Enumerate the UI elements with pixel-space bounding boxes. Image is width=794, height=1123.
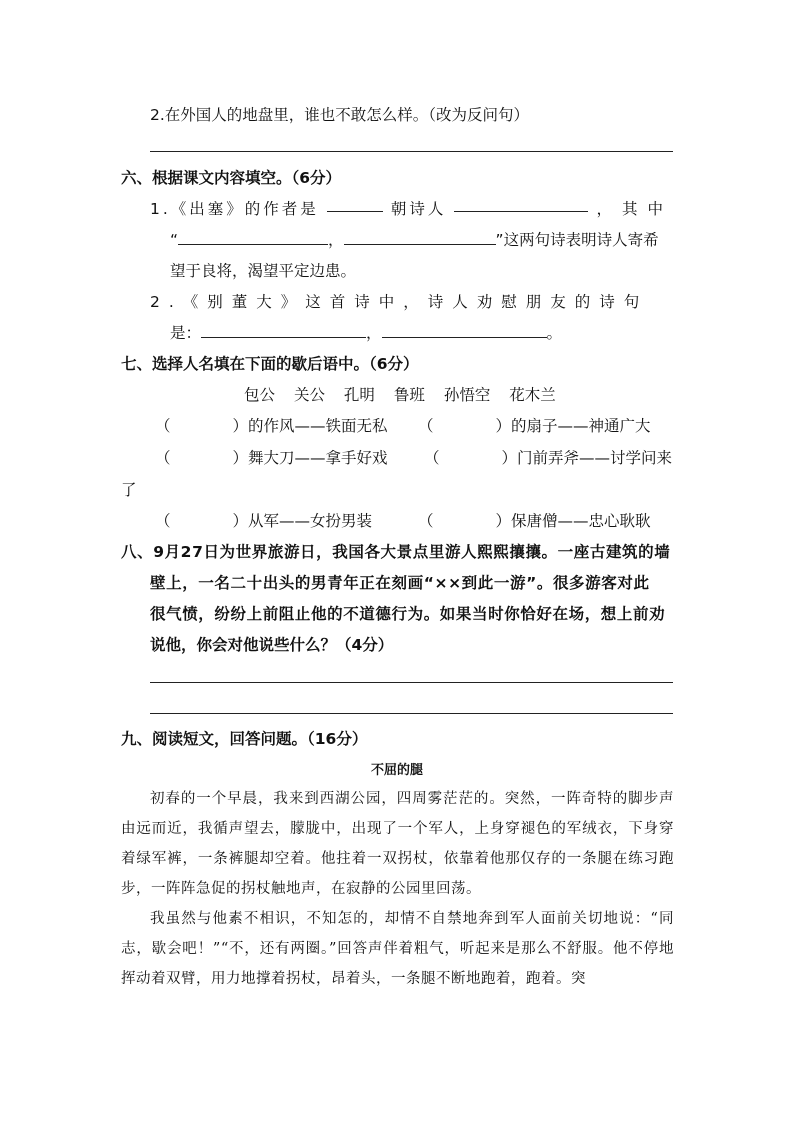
q5-item2-text: 2.在外国人的地盘里，谁也不敢怎么样。（改为反问句） [150,106,530,124]
name-option: 包公 [244,386,276,404]
s8-line2: 壁上，一名二十出头的男青年正在刻画“××到此一游”。很多游客对此 [150,574,650,592]
s7-row3-left[interactable]: （ ）从军——女扮男装 [155,512,373,530]
s8-answer-line-2[interactable] [150,713,673,714]
s6-i2-end: 。 [546,324,563,342]
s6-item2-line1: 2.《别董大》这首诗中，诗人劝慰朋友的诗句 [150,293,649,311]
s6-i1-among: ，其中 [596,200,673,218]
s7-row3-right[interactable]: （ ）保唐僧——忠心耿耿 [418,512,651,530]
s6-item1-line3: 望于良将，渴望平定边患。 [170,262,357,280]
s6-open-quote: “ [170,231,179,249]
name-option: 花木兰 [509,386,556,404]
q5-answer-line[interactable] [150,151,673,152]
s6-i1-dynasty-label: 朝诗人 [390,200,447,218]
s8-line3: 很气愤，纷纷上前阻止他的不道德行为。如果当时你恰好在场，想上前劝 [150,605,666,623]
s7-name-list [244,383,570,405]
passage-paragraph-2: 我虽然与他素不相识，不知怎的，却情不自禁地奔到军人面前关切地说：“同志，歇会吧！”“不，还有两圈。”回答声伴着粗气，听起来是那么不舒服。他不停地挥动着双臂，用力地撑着拐杖，昂着头，一条腿不断地跑着，跑着。突 [121,911,674,987]
s6-i2-blank1[interactable] [201,323,366,338]
s6-i1-author-prompt: 1.《出塞》的作者是 [150,200,319,218]
s9-heading: 九、阅读短文，回答问题。（16分） [121,730,368,748]
s6-comma: ， [328,231,344,249]
s7-row1-right[interactable]: （ ）的扇子——神通广大 [418,417,651,435]
s7-row2-wrap: 了 [121,481,137,499]
s6-i2-is: 是： [170,324,202,342]
s6-dynasty-blank[interactable] [327,197,383,212]
s8-line4: 说他，你会对他说些什么？（4分） [150,636,394,654]
passage-body [121,784,674,994]
passage-title: 不屈的腿 [370,763,423,778]
s7-heading: 七、选择人名填在下面的歇后语中。（6分） [121,355,419,373]
name-option: 孔明 [343,386,375,404]
s7-row2-right[interactable]: （ ）门前弄斧——讨学问来 [424,449,673,467]
passage-paragraph-1: 初春的一个早晨，我来到西湖公园，四周雾茫茫的。突然，一阵奇特的脚步声由远而近，我循声望去，朦胧中，出现了一个军人，上身穿褪色的军绒衣，下身穿着绿军裤，一条裤腿却空着。他拄着一双拐杖，依靠着他那仅存的一条腿在练习跑步，一阵阵急促的拐杖触地声，在寂静的公园里回荡。 [121,791,674,897]
s6-item1-line2 [170,228,659,250]
s6-i2-comma: ， [366,324,382,342]
s7-row1-left[interactable]: （ ）的作风——铁面无私 [155,417,388,435]
s6-verse1-blank[interactable] [178,230,328,245]
name-option: 关公 [293,386,325,404]
s6-i2-blank2[interactable] [382,323,547,338]
s7-row2-left[interactable]: （ ）舞大刀——拿手好戏 [155,449,388,467]
s6-heading: 六、根据课文内容填空。（6分） [121,169,342,187]
name-option: 孙悟空 [443,386,491,404]
s6-poet-blank[interactable] [454,197,588,212]
s6-item1-line1 [150,197,673,219]
s6-item2-line2 [170,321,562,343]
name-option: 鲁班 [393,386,425,404]
s6-i1-explain: ”这两句诗表明诗人寄希 [495,231,659,249]
s8-line1: 八、9月27日为世界旅游日，我国各大景点里游人熙熙攘攘。一座古建筑的墙 [121,543,671,561]
s6-verse2-blank[interactable] [344,230,496,245]
s8-answer-line-1[interactable] [150,682,673,683]
